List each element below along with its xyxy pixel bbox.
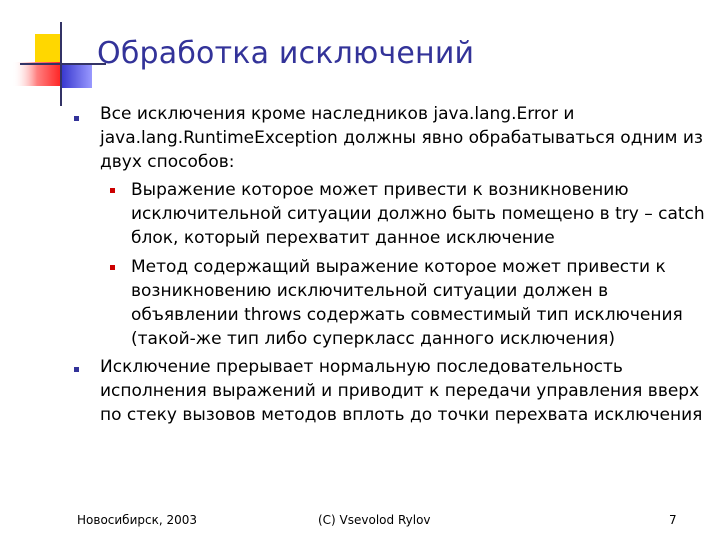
sub-bullet-marker	[110, 265, 115, 270]
footer-author: (C) Vsevolod Rylov	[318, 513, 431, 527]
sub-bullet-text: Выражение которое может привести к возникновению исключительной ситуации должно быть помещено в try – catch блок, который перехватит данное исключение	[131, 180, 705, 248]
footer-location: Новосибирск, 2003	[77, 513, 198, 527]
slide-title: Обработка исключений	[97, 36, 475, 71]
sub-bullet-text: Метод содержащий выражение которое может привести к возникновению исключительной ситуации должен в объявлении throws содержать совместимый тип исключения (такой-же тип либо суперкласс данного исключения)	[131, 257, 683, 349]
logo-red-bar	[12, 62, 62, 86]
sub-bullet-marker	[110, 188, 115, 193]
logo-blue-square	[60, 64, 92, 88]
page-number: 7	[669, 513, 677, 527]
bullet-marker	[74, 116, 79, 121]
bullet-marker	[74, 367, 79, 372]
bullet-text: Исключение прерывает нормальную последовательность исполнения выражений и приводит к передачи управления вверх по стеку вызовов методов вплоть до точки перехвата исключения	[100, 357, 703, 425]
logo-yellow-square	[35, 34, 61, 64]
bullet-text: Все исключения кроме наследников java.lang.Error и java.lang.RuntimeException должны явно обрабатываться одним из двух способов:	[100, 104, 703, 172]
decorative-logo	[0, 0, 110, 110]
